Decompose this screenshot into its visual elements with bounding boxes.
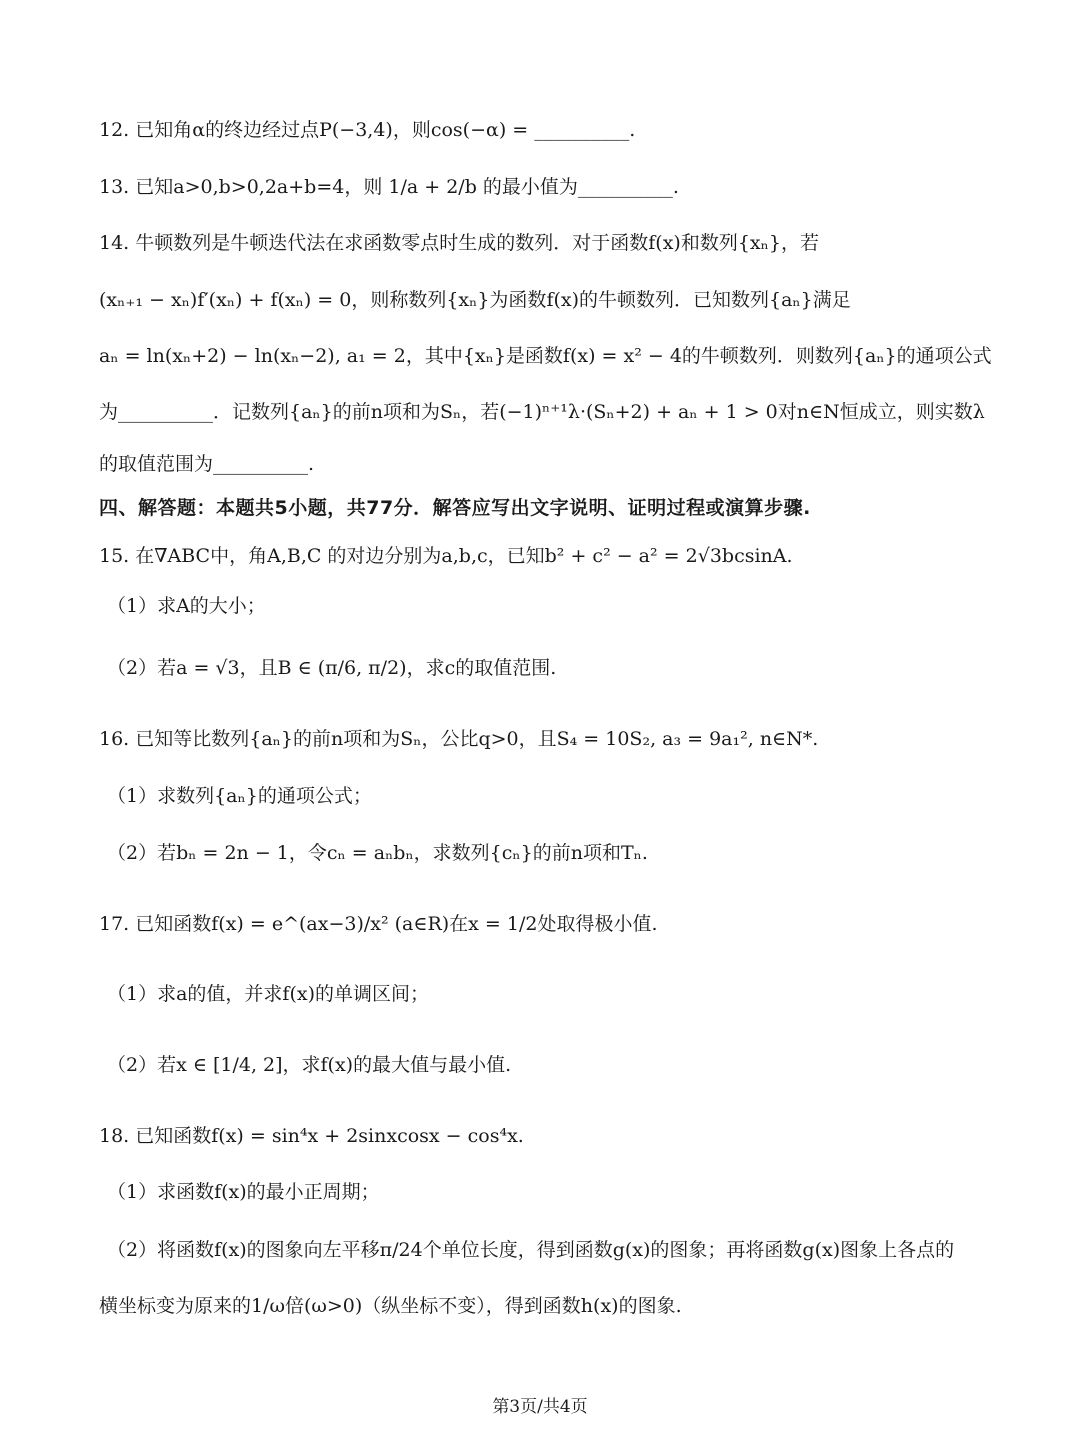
question-17-part-1: （1）求a的值，并求f(x)的单调区间； (107, 983, 429, 1005)
question-18-part-2-line-2: 横坐标变为原来的1/ω倍(ω>0)（纵坐标不变），得到函数h(x)的图象. (99, 1295, 682, 1317)
question-16-part-2: （2）若bₙ = 2n − 1，令cₙ = aₙbₙ，求数列{cₙ}的前n项和Tₙ. (107, 842, 648, 864)
page-number: 第3页/共4页 (492, 1397, 588, 1417)
question-15-part-2: （2）若a = √3，且B ∈ (π/6, π/2)，求c的取值范围. (107, 657, 557, 679)
question-14-line-3: aₙ = ln(xₙ+2) − ln(xₙ−2), a₁ = 2，其中{xₙ}是函数f(x) = x² − 4的牛顿数列．则数列{aₙ}的通项公式 (99, 345, 992, 367)
question-16: 16. 已知等比数列{aₙ}的前n项和为Sₙ，公比q>0，且S₄ = 10S₂, a₃ = 9a₁², n∈N*. (99, 728, 819, 750)
question-18-part-2-line-1: （2）将函数f(x)的图象向左平移π/24个单位长度，得到函数g(x)的图象；再将函数g(x)图象上各点的 (107, 1239, 955, 1261)
question-14-line-4: 为__________．记数列{aₙ}的前n项和为Sₙ，若(−1)ⁿ⁺¹λ·(Sₙ+2) + aₙ + 1 > 0对n∈N恒成立，则实数λ (99, 401, 985, 423)
question-16-part-1: （1）求数列{aₙ}的通项公式； (107, 785, 372, 807)
question-13: 13. 已知a>0,b>0,2a+b=4，则 1/a + 2/b 的最小值为__________. (99, 176, 679, 198)
question-15-part-1: （1）求A的大小； (107, 595, 266, 617)
question-18: 18. 已知函数f(x) = sin⁴x + 2sinxcosx − cos⁴x. (99, 1125, 524, 1147)
question-14-line-2: (xₙ₊₁ − xₙ)f′(xₙ) + f(xₙ) = 0，则称数列{xₙ}为函数f(x)的牛顿数列．已知数列{aₙ}满足 (99, 289, 851, 311)
question-18-part-1: （1）求函数f(x)的最小正周期； (107, 1181, 380, 1203)
question-15: 15. 在∇ABC中，角A,B,C 的对边分别为a,b,c，已知b² + c² − a² = 2√3bcsinA. (99, 545, 793, 567)
section-4-heading: 四、解答题：本题共5小题，共77分．解答应写出文字说明、证明过程或演算步骤. (99, 497, 811, 519)
question-14-line-1: 14. 牛顿数列是牛顿迭代法在求函数零点时生成的数列．对于函数f(x)和数列{xₙ}，若 (99, 232, 819, 254)
question-17-part-2: （2）若x ∈ [1/4, 2]，求f(x)的最大值与最小值. (107, 1054, 512, 1076)
question-17: 17. 已知函数f(x) = e^(ax−3)/x² (a∈R)在x = 1/2处取得极小值. (99, 913, 658, 935)
question-12: 12. 已知角α的终边经过点P(−3,4)，则cos(−α) = __________. (99, 119, 636, 141)
question-14-line-5: 的取值范围为__________. (99, 453, 315, 475)
